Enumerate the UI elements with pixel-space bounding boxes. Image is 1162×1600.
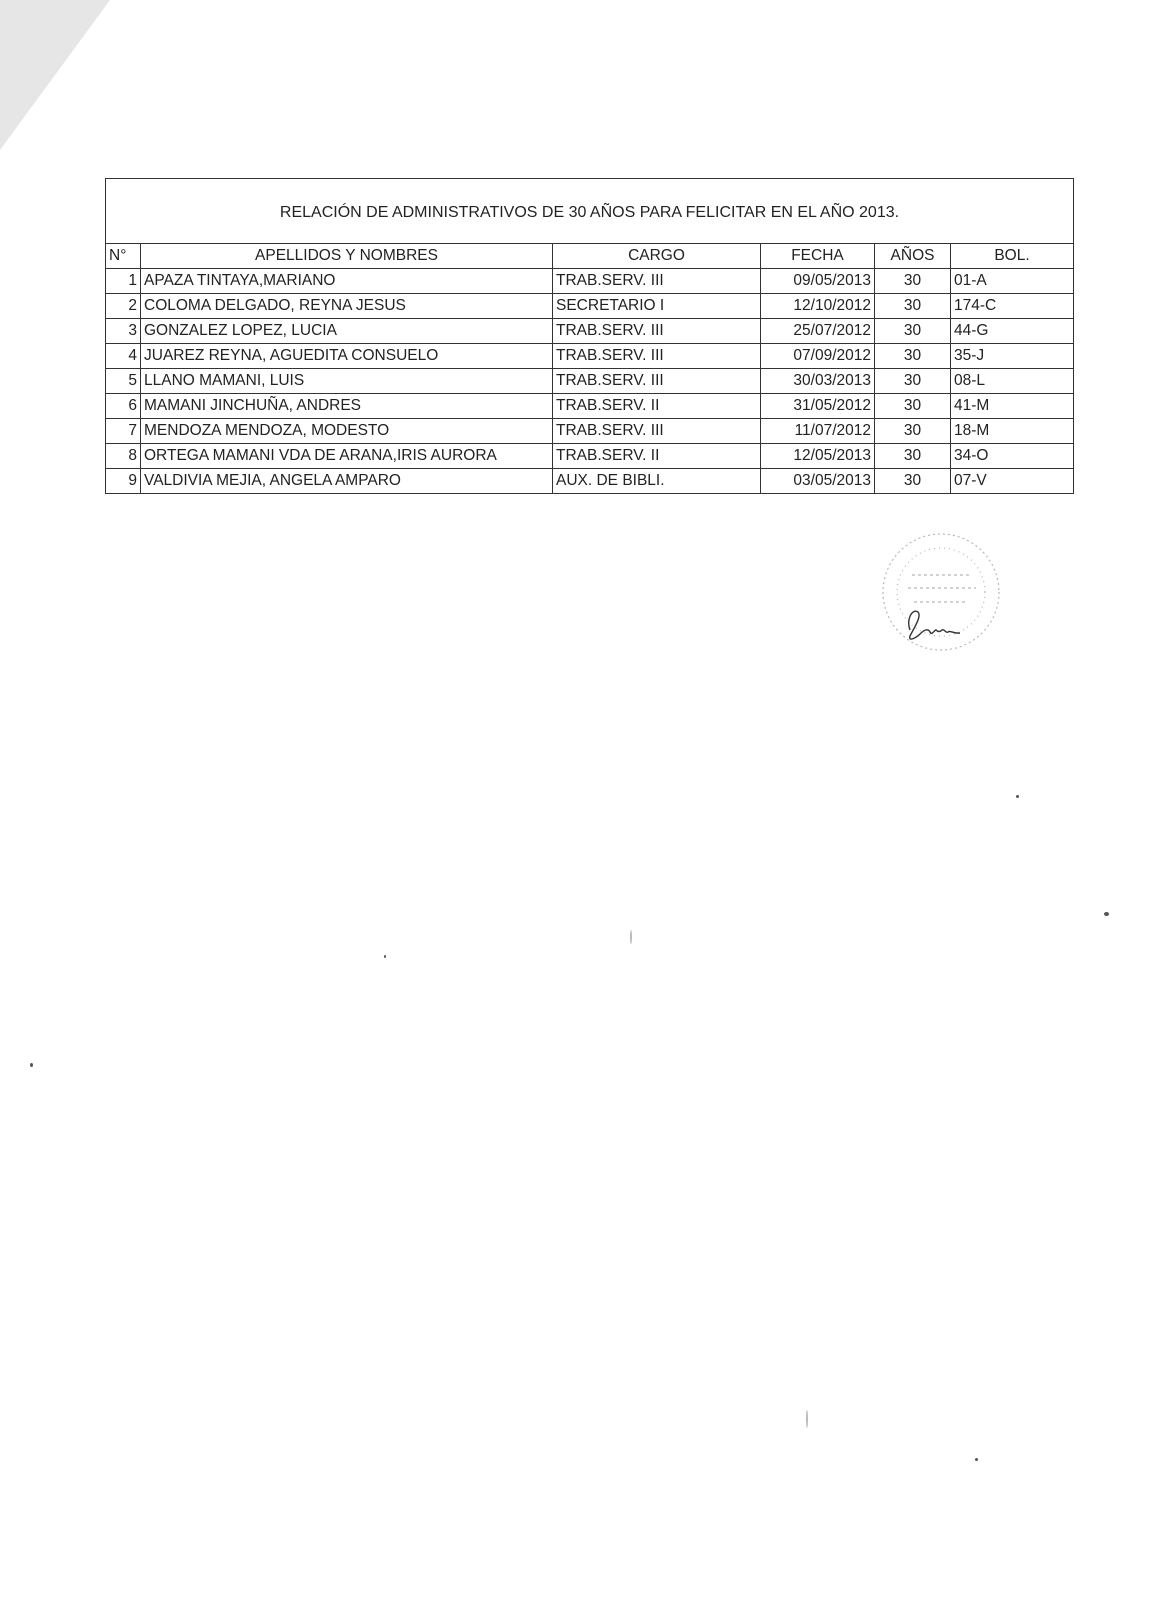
- table-row: [106, 294, 1074, 319]
- table-row: [106, 394, 1074, 419]
- cell-no: 1: [106, 269, 141, 294]
- cell-name: COLOMA DELGADO, REYNA JESUS: [141, 294, 553, 319]
- document-title: RELACIÓN DE ADMINISTRATIVOS DE 30 AÑOS PARA FELICITAR EN EL AÑO 2013.: [106, 179, 1074, 244]
- cell-fecha: 03/05/2013: [761, 469, 875, 494]
- cell-fecha: 07/09/2012: [761, 344, 875, 369]
- cell-bol: 01-A: [951, 269, 1074, 294]
- header-no: N°: [106, 244, 141, 269]
- cell-anos: 30: [875, 294, 951, 319]
- cell-no: 8: [106, 444, 141, 469]
- header-name: APELLIDOS Y NOMBRES: [141, 244, 553, 269]
- cell-fecha: 25/07/2012: [761, 319, 875, 344]
- cell-name: GONZALEZ LOPEZ, LUCIA: [141, 319, 553, 344]
- scan-speck: [384, 955, 386, 958]
- cell-no: 3: [106, 319, 141, 344]
- folded-page-corner: [0, 0, 110, 150]
- cell-bol: 174-C: [951, 294, 1074, 319]
- table-row: [106, 419, 1074, 444]
- header-anos: AÑOS: [875, 244, 951, 269]
- cell-name: MENDOZA MENDOZA, MODESTO: [141, 419, 553, 444]
- cell-bol: 07-V: [951, 469, 1074, 494]
- cell-no: 7: [106, 419, 141, 444]
- cell-no: 2: [106, 294, 141, 319]
- cell-bol: 44-G: [951, 319, 1074, 344]
- table-row: [106, 344, 1074, 369]
- table-row: [106, 319, 1074, 344]
- cell-anos: 30: [875, 469, 951, 494]
- cell-anos: 30: [875, 319, 951, 344]
- table-row: [106, 469, 1074, 494]
- cell-fecha: 30/03/2013: [761, 369, 875, 394]
- cell-anos: 30: [875, 444, 951, 469]
- cell-cargo: SECRETARIO I: [553, 294, 761, 319]
- cell-bol: 35-J: [951, 344, 1074, 369]
- cell-anos: 30: [875, 419, 951, 444]
- administrative-staff-table: [105, 178, 1074, 494]
- cell-name: JUAREZ REYNA, AGUEDITA CONSUELO: [141, 344, 553, 369]
- cell-cargo: AUX. DE BIBLI.: [553, 469, 761, 494]
- table-row: [106, 369, 1074, 394]
- cell-bol: 34-O: [951, 444, 1074, 469]
- cell-no: 5: [106, 369, 141, 394]
- cell-fecha: 09/05/2013: [761, 269, 875, 294]
- cell-no: 4: [106, 344, 141, 369]
- scan-speck: [1104, 912, 1109, 916]
- cell-cargo: TRAB.SERV. III: [553, 269, 761, 294]
- scan-speck: [630, 930, 632, 944]
- cell-fecha: 12/10/2012: [761, 294, 875, 319]
- cell-fecha: 31/05/2012: [761, 394, 875, 419]
- handwritten-signature-icon: [909, 611, 960, 639]
- cell-cargo: TRAB.SERV. II: [553, 394, 761, 419]
- cell-anos: 30: [875, 269, 951, 294]
- scan-speck: [30, 1063, 33, 1067]
- cell-cargo: TRAB.SERV. III: [553, 319, 761, 344]
- cell-name: VALDIVIA MEJIA, ANGELA AMPARO: [141, 469, 553, 494]
- cell-anos: 30: [875, 394, 951, 419]
- cell-no: 6: [106, 394, 141, 419]
- table-row: [106, 269, 1074, 294]
- cell-cargo: TRAB.SERV. III: [553, 419, 761, 444]
- cell-bol: 08-L: [951, 369, 1074, 394]
- cell-name: ORTEGA MAMANI VDA DE ARANA,IRIS AURORA: [141, 444, 553, 469]
- scan-speck: [806, 1410, 808, 1428]
- cell-anos: 30: [875, 344, 951, 369]
- cell-no: 9: [106, 469, 141, 494]
- cell-fecha: 11/07/2012: [761, 419, 875, 444]
- table-header-row: [106, 244, 1074, 269]
- header-bol: BOL.: [951, 244, 1074, 269]
- cell-cargo: TRAB.SERV. III: [553, 344, 761, 369]
- cell-bol: 41-M: [951, 394, 1074, 419]
- scan-speck: [975, 1458, 978, 1461]
- header-fecha: FECHA: [761, 244, 875, 269]
- cell-name: LLANO MAMANI, LUIS: [141, 369, 553, 394]
- table-row: [106, 444, 1074, 469]
- scan-speck: [1016, 795, 1019, 798]
- cell-fecha: 12/05/2013: [761, 444, 875, 469]
- cell-anos: 30: [875, 369, 951, 394]
- cell-cargo: TRAB.SERV. II: [553, 444, 761, 469]
- cell-cargo: TRAB.SERV. III: [553, 369, 761, 394]
- seal-stamp-icon: [872, 530, 1010, 658]
- cell-name: APAZA TINTAYA,MARIANO: [141, 269, 553, 294]
- cell-name: MAMANI JINCHUÑA, ANDRES: [141, 394, 553, 419]
- header-cargo: CARGO: [553, 244, 761, 269]
- cell-bol: 18-M: [951, 419, 1074, 444]
